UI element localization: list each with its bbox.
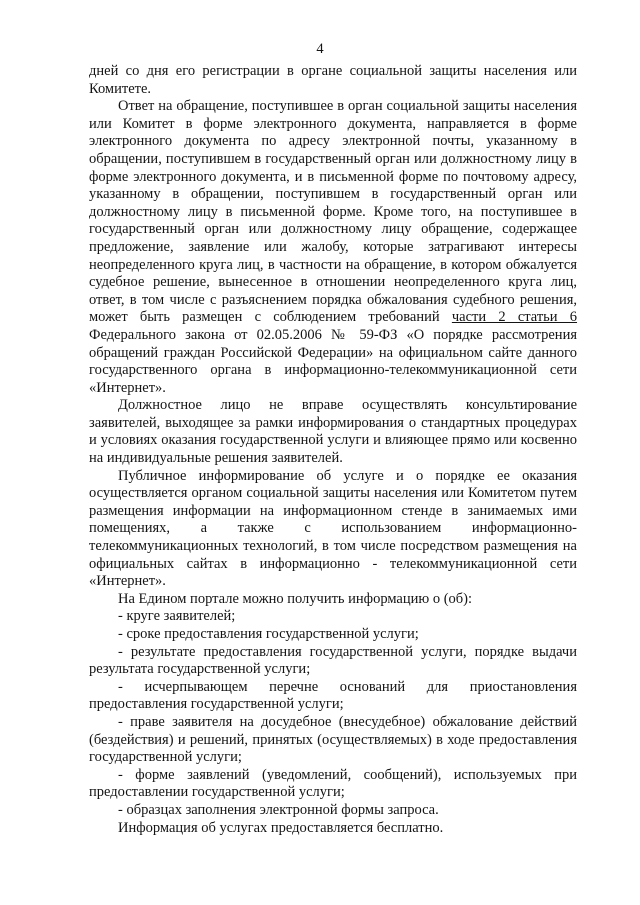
paragraph-1: дней со дня его регистрации в органе социальной защиты населения или Комитете. [89, 63, 577, 97]
page-number: 4 [316, 41, 324, 57]
list-item: - исчерпывающем перечне оснований для приостановления предоставления государственной услуги; [89, 678, 577, 713]
list-item: - праве заявителя на досудебное (внесудебное) обжалование действий (бездействия) и решений, принятых (осуществляемых) в ходе предоставления государственной услуги; [89, 713, 577, 766]
law-article-link[interactable]: части 2 статьи 6 [451, 309, 578, 326]
list-item: - образцах заполнения электронной формы запроса. [118, 801, 439, 818]
paragraph-4: Публичное информирование об услуге и о порядке ее оказания осуществляется органом социальной защиты населения или Комитетом путем размещения информации на информационном стенде в занимаемых ими помещениях, а также с использованием информационно-телекоммуникационных технологий, в том числе посредством размещения на официальных сайтах в информационно - телекоммуникационной сети «Интернет». [89, 467, 577, 590]
document-body [89, 63, 577, 837]
paragraph-5: На Едином портале можно получить информацию о (об): [118, 590, 473, 607]
list-item: - круге заявителей; [118, 608, 236, 625]
list-item: - результате предоставления государственной услуги, порядке выдачи результата государственной услуги; [89, 643, 577, 678]
paragraph-last: Информация об услугах предоставляется бесплатно. [118, 819, 444, 836]
paragraph-2-text-start: Ответ на обращение, поступившее в орган социальной защиты населения или Комитет в форме электронного документа, направляется в форме электронного документа по адресу электронной почты, указанному в обращении, поступившем в государственный орган или должностному лицу в форме электронного документа, и в письменной форме по почтовому адресу, указанному в обращении, поступившем в государственный орган или должностному лицу в письменной форме. Кроме того, на поступившее в государственный орган или должностному лицу обращение, содержащее предложение, заявление или жалобу, которые затрагивают интересы неопределенного круга лиц, в частности на обращение, в котором обжалуется судебное решение, вынесенное в отношении неопределенного круга лиц, ответ, в том числе с разъяснением порядка обжалования судебного решения, может быть размещен с соблюдением требований [89, 98, 577, 326]
list-item: - форме заявлений (уведомлений, сообщений), используемых при предоставлении государственной услуги; [89, 766, 577, 801]
paragraph-2-text-end: Федерального закона от 02.05.2006 № 59-ФЗ «О порядке рассмотрения обращений граждан Российской Федерации» на официальном сайте данного государственного органа в информационно-телекоммуникационной сети «Интернет». [89, 326, 577, 396]
paragraph-3: Должностное лицо не вправе осуществлять консультирование заявителей, выходящее за рамки информирования о стандартных процедурах и условиях оказания государственной услуги и влияющее прямо или косвенно на индивидуальные решения заявителей. [89, 397, 577, 467]
paragraph-2 [89, 98, 577, 397]
list-item: - сроке предоставления государственной услуги; [118, 626, 419, 642]
